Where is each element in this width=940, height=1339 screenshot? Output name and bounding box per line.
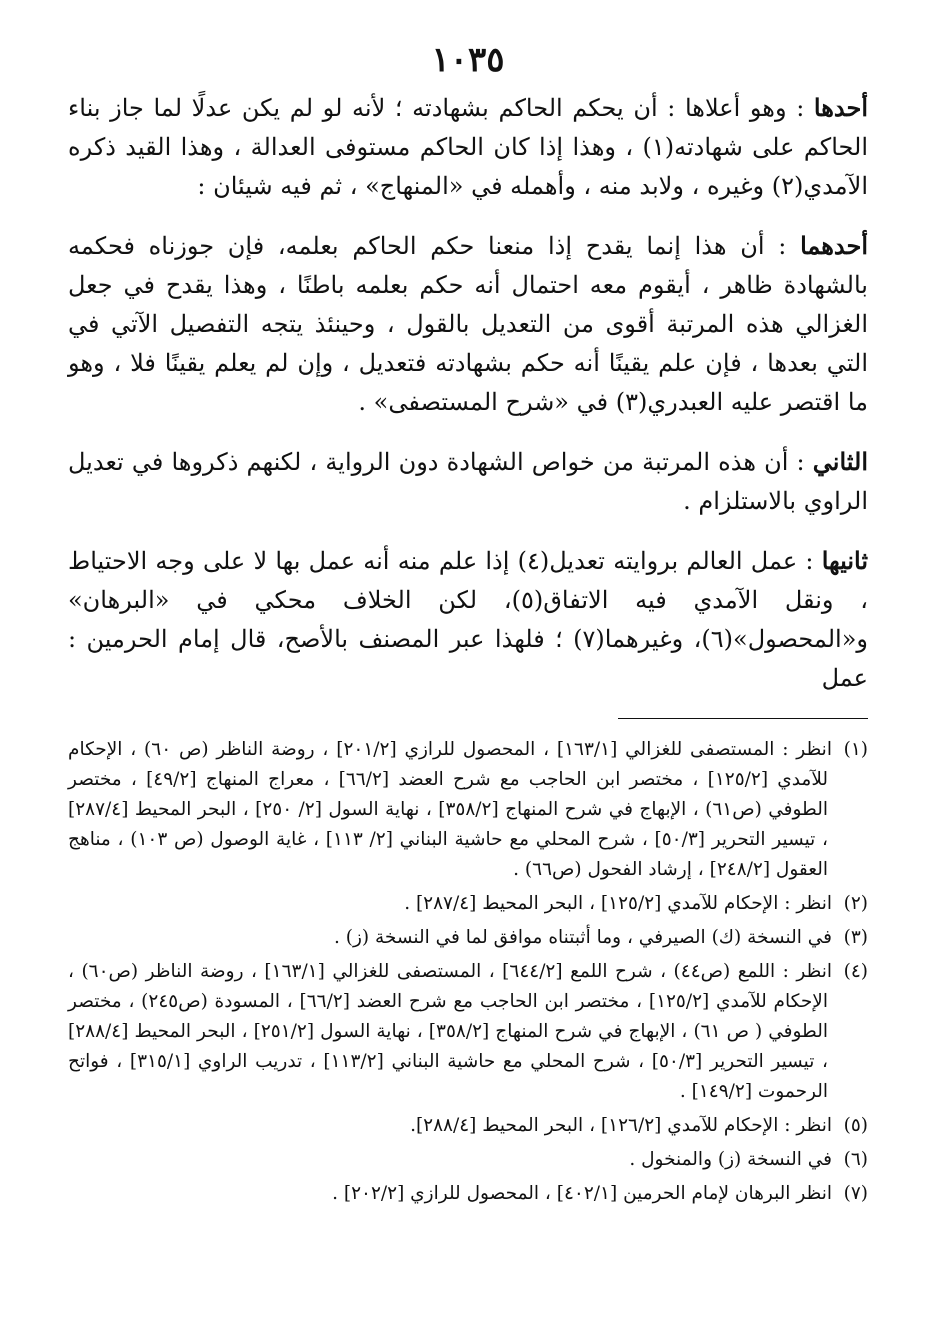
footnote-number: (٣)	[843, 927, 868, 948]
footnote	[68, 1145, 868, 1175]
footnote-number: (٥)	[843, 1115, 868, 1136]
paragraph-lead: الثاني	[812, 447, 868, 476]
paragraph-text: : وهو أعلاها : أن يحكم الحاكم بشهادته ؛ لأنه لو لم يكن عدلًا لما جاز بناء الحاكم على شهادته(١) ، وهذا إذا كان الحاكم مستوفى العدالة ، وهذا القيد ذكره الآمدي(٢) وغيره ، ولابد منه ، وأهمله في «المنهاج» ، ثم فيه شيئان :	[68, 94, 868, 200]
footnote-number: (٧)	[843, 1183, 868, 1204]
footnote-number: (٢)	[843, 893, 868, 914]
footnote-divider	[618, 718, 868, 719]
paragraph-lead: أحدها	[813, 93, 868, 122]
footnote-text: انظر : الإحكام للآمدي [١٢٦/٢] ، البحر المحيط [٢٨٨/٤].	[410, 1115, 832, 1136]
footnote-text: انظر البرهان لإمام الحرمين [٤٠٢/١] ، المحصول للرازي [٢٠٢/٢] .	[332, 1183, 832, 1204]
body-text	[68, 88, 868, 698]
paragraph-lead: أحدهما	[800, 231, 869, 260]
footnote-text: انظر : اللمع (ص٤٤) ، شرح اللمع [٦٤٤/٢] ، المستصفى للغزالي [١٦٣/١] ، روضة الناظر (ص٦٠) ، الإحكام للآمدي [١٢٥/٢] ، مختصر ابن الحاجب مع شرح العضد [٦٦/٢] ، المسودة (ص٢٤٥) ، مختصر الطوفي ( ص ٦١) ، الإبهاج في شرح المنهاج [٣٥٨/٢] ، نهاية السول [٢٥١/٢] ، البحر المحيط [٢٨٨/٤] ، تيسير التحرير [٥٠/٣] ، شرح المحلي مع حاشية البناني [١١٣/٢] ، تدريب الراوي [٣١٥/١] ، فواتح الرحموت [١٤٩/٢] .	[68, 961, 832, 1102]
footnote-number: (١)	[843, 739, 868, 760]
footnote	[68, 957, 868, 1107]
paragraph-lead: ثانيها	[821, 546, 869, 575]
footnote-text: في النسخة (ز) والمنخول .	[629, 1149, 832, 1170]
paragraph	[68, 88, 868, 206]
footnote-text: انظر : المستصفى للغزالي [١٦٣/١] ، المحصول للرازي [٢٠١/٢] ، روضة الناظر (ص ٦٠) ، الإحكام للآمدي [١٢٥/٢] ، مختصر ابن الحاجب مع شرح العضد [٦٦/٢] ، معراج المنهاج [٤٩/٢] ، مختصر الطوفي (ص٦١) ، الإبهاج في شرح المنهاج [٣٥٨/٢] ، نهاية السول [٢/ ٢٥٠] ، البحر المحيط [٢٨٧/٤] ، تيسير التحرير [٥٠/٣] ، شرح المحلي مع حاشية البناني [٢/ ١١٣] ، غاية الوصول (ص ١٠٣) ، مناهج العقول [٢٤٨/٢] ، إرشاد الفحول (ص٦٦) .	[68, 739, 832, 880]
paragraph-text: : أن هذه المرتبة من خواص الشهادة دون الرواية ، لكنهم ذكروها في تعديل الراوي بالاستلزام .	[68, 448, 868, 515]
footnote-number: (٤)	[843, 961, 868, 982]
page-number: ١٠٣٥	[431, 40, 505, 80]
footnote-text: في النسخة (ك) الصيرفي ، وما أثبتناه موافق لما في النسخة (ز) .	[333, 927, 832, 948]
paragraph-text: : أن هذا إنما يقدح إذا منعنا حكم الحاكم بعلمه، فإن جوزناه فحكمه بالشهادة ظاهر ، أيقوم معه احتمال أنه حكم بعلمه باطنًا ، وهذا يقدح في جعل الغزالي هذه المرتبة أقوى من التعديل بالقول ، وحينئذ يتجه التفصيل الآتي في التي بعدها ، فإن علم يقينًا أنه حكم بشهادته فتعديل ، وإن لم يعلم يقينًا فلا ، وهو ما اقتصر عليه العبدري(٣) في «شرح المستصفى» .	[68, 232, 868, 416]
footnote	[68, 735, 868, 885]
footnote-text: انظر : الإحكام للآمدي [١٢٥/٢] ، البحر المحيط [٢٨٧/٤] .	[404, 893, 832, 914]
paragraph	[68, 442, 868, 521]
footnote-number: (٦)	[843, 1149, 868, 1170]
footnote	[68, 1179, 868, 1209]
footnotes	[68, 735, 868, 1209]
paragraph	[68, 541, 868, 698]
footnote	[68, 889, 868, 919]
footnote	[68, 1111, 868, 1141]
paragraph-text: : عمل العالم بروايته تعديل(٤) إذا علم منه أنه عمل بها لا على وجه الاحتياط ، ونقل الآمدي فيه الاتفاق(٥)، لكن الخلاف محكي في «البرهان» و«المحصول»(٦)، وغيرهما(٧) ؛ فلهذا عبر المصنف بالأصح، قال إمام الحرمين : عمل	[68, 547, 868, 692]
paragraph	[68, 226, 868, 422]
footnote	[68, 923, 868, 953]
